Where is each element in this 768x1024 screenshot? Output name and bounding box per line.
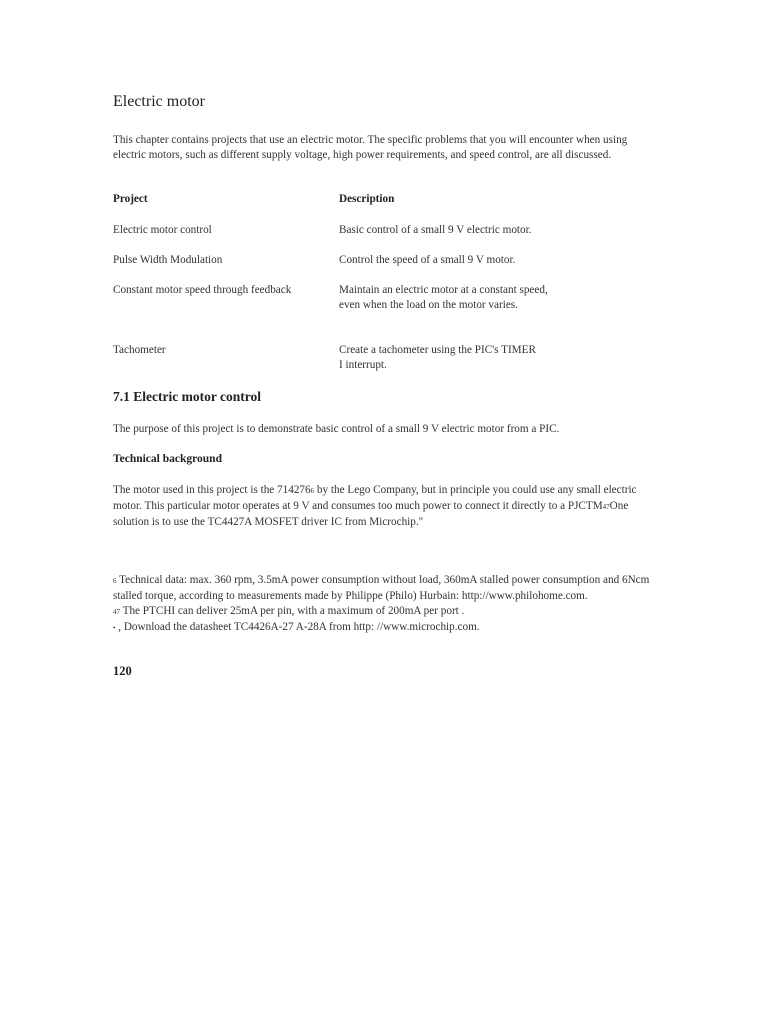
row-project: Constant motor speed through feedback bbox=[113, 284, 292, 296]
row-description: Create a tachometer using the PIC's TIMER I interrupt. bbox=[339, 344, 536, 371]
header-description: Description bbox=[339, 193, 395, 205]
footnote-text: The PTCHI can deliver 25mA per pin, with a maximum of 200mA per port . bbox=[122, 605, 465, 617]
footnote-marker: 6 bbox=[113, 577, 117, 585]
technical-text-part3: One solution is to use the TC4427A MOSFET driver IC from Microchip." bbox=[113, 500, 629, 528]
page-number: 120 bbox=[113, 664, 132, 678]
row-description: Basic control of a small 9 V electric motor. bbox=[339, 224, 532, 236]
section-title: 7.1 Electric motor control bbox=[113, 389, 261, 404]
row-project: Pulse Width Modulation bbox=[113, 254, 223, 266]
footnote-item bbox=[113, 620, 658, 636]
row-description: Maintain an electric motor at a constant speed, even when the load on the motor varies. bbox=[339, 284, 548, 311]
technical-background-heading: Technical background bbox=[113, 453, 222, 465]
footnote-marker: 47 bbox=[113, 608, 120, 616]
header-project: Project bbox=[113, 193, 148, 205]
footnote-item bbox=[113, 604, 658, 620]
footnote-ref-47: 47 bbox=[602, 503, 610, 511]
footnote-ref-6: 6 bbox=[310, 487, 315, 495]
row-description: Control the speed of a small 9 V motor. bbox=[339, 254, 516, 266]
footnote-item bbox=[113, 573, 658, 604]
footnote-text: , Download the datasheet TC4426A-27 A-28A from http: //www.microchip.com. bbox=[118, 621, 480, 633]
footnotes bbox=[113, 573, 658, 636]
chapter-intro: This chapter contains projects that use an electric motor. The specific problems that you will encounter when using electric motors, such as different supply voltage, high power requirements, and speed control, are all discussed. bbox=[113, 134, 628, 161]
row-project: Electric motor control bbox=[113, 224, 212, 236]
technical-text-part2: by the Lego Company, but in principle you could use any small electric motor. This particular motor operates at 9 V and consumes too much power to connect it directly to a PJCTM bbox=[113, 484, 637, 512]
footnote-marker: • bbox=[113, 624, 116, 632]
purpose-paragraph: The purpose of this project is to demonstrate basic control of a small 9 V electric motor from a PIC. bbox=[113, 423, 560, 435]
row-project: Tachometer bbox=[113, 344, 166, 356]
technical-text-part1: The motor used in this project is the 714276 bbox=[113, 484, 311, 496]
chapter-title: Electric motor bbox=[113, 93, 205, 110]
technical-paragraph bbox=[113, 483, 658, 530]
footnote-text: Technical data: max. 360 rpm, 3.5mA power consumption without load, 360mA stalled power consumption and 6Ncm stalled torque, according to measurements made by Philippe (Philo) Hurbain: http://www.philohome.com. bbox=[113, 574, 650, 602]
